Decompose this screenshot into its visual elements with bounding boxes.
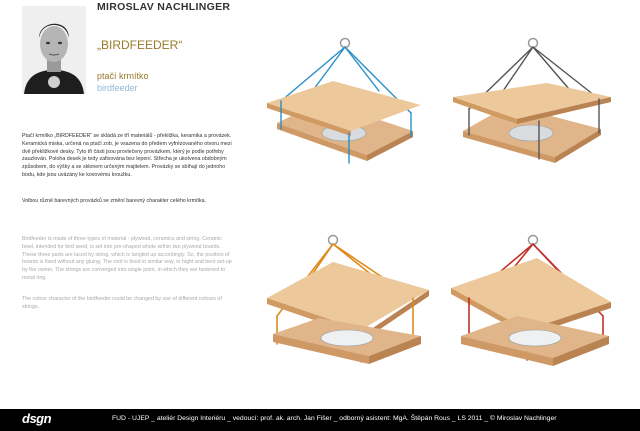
footer-credits: FUD - UJEP _ ateliér Design Interiéru _ vedoucí: prof. ak. arch. Jan Fišer _ odborný asistent: MgA. Štěpán Rous _ LS 2011 _ © Miroslav Nachlinger	[112, 415, 557, 422]
studio-logo: dsgn	[22, 411, 52, 426]
subtitle-czech: ptačí krmítko	[97, 71, 149, 81]
description-english: Birdfeeder is made of three types of material - plywood, ceramics and string. Ceramic bowl, intended for bird seed, is set into pre-shaped whole within two plywood boards. These three parts are laced by string, which is tangled up accordingly. So, the position of boards is fixed without any gluing. The roof is fixed in similar way, in hight and bent set-up by the owner. The strings are converged into single point, in which they are fastened to metal ring.	[22, 236, 232, 281]
note-czech: Volbou různě barevných provázků se změní barevný charakter celého krmítka.	[22, 198, 207, 204]
birdfeeder-render-blue	[263, 35, 433, 175]
birdfeeder-render-gray	[447, 35, 617, 175]
subtitle-english: birdfeeder	[97, 83, 138, 93]
birdfeeder-render-red	[447, 232, 617, 377]
birdfeeder-render-orange	[263, 232, 433, 377]
designer-name: MIROSLAV NACHLINGER	[97, 1, 231, 13]
footer-bar	[0, 409, 640, 431]
description-czech: Ptačí krmítko „BIRDFEEDER“ se skládá ze tří materiálů - překližka, keramika a provázek. Keramická miska, určená na ptačí zob, je vsazena do předem vyfrézovaného otvoru mezi dvě překližkové desky. Tyto tři části jsou provlečeny provázkem, který je podle potřeby zauzlován. Poloha desek je tedy zafixována bez lepení. Střecha je ukotvena obdobným způsobem, do výšky a se sklonem určeným majitelem. Provázky se sbíhají do jednoho bodu, kde jsou uvázány ke kovovému kroužku.	[22, 133, 232, 178]
designer-portrait	[22, 6, 86, 94]
project-title: „BIRDFEEDER“	[97, 38, 183, 52]
note-english: The colour character of the birdfeeder could be changed by use of different colours of strings.	[22, 296, 222, 310]
